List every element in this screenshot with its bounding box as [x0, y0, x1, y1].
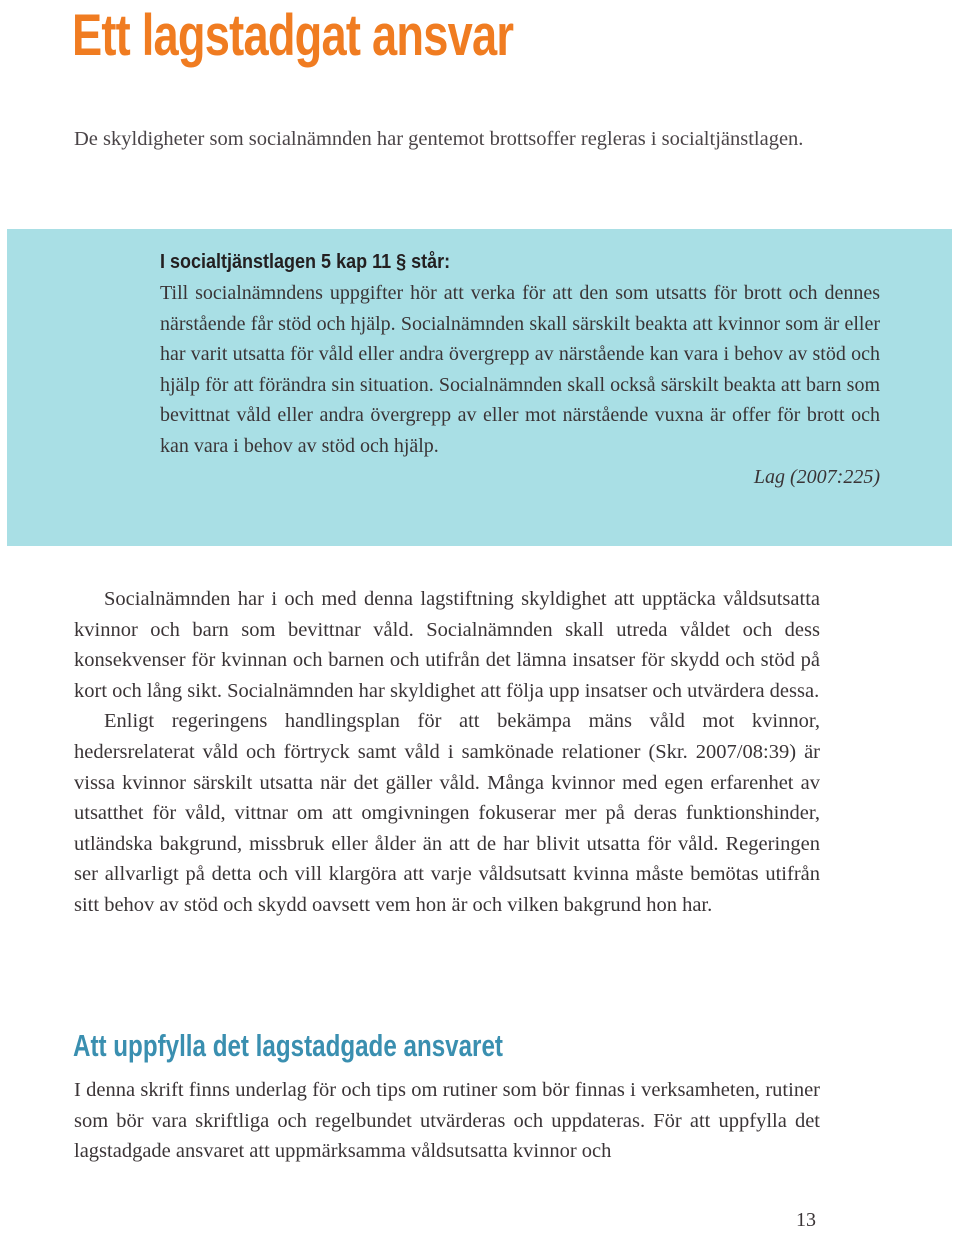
- law-quote-text: Till socialnämndens uppgifter hör att verka för att den som utsatts för brott och dennes närstående får stöd och hjälp. Socialnämnden skall särskilt beakta att kvinnor som är eller har varit utsatta för våld eller andra övergrepp av närstående kan vara i behov av stöd och hjälp för att förändra sin situation. Socialnämnden skall också särskilt beakta att barn som bevittnat våld eller andra övergrepp av eller mot närstående vuxna är offer för brott och kan vara i behov av stöd och hjälp.: [160, 282, 880, 457]
- law-quote-box: [7, 229, 952, 546]
- law-reference: Lag (2007:225): [753, 465, 880, 488]
- page-title: Ett lagstadgat ansvar: [72, 3, 514, 68]
- body-paragraph: Enligt regeringens handlingsplan för att bekämpa mäns våld mot kvinnor, hedersrelaterat våld och förtryck samt våld i samkönade relationer (Skr. 2007/08:39) är vissa kvinnor särskilt utsatta när det gäller våld. Många kvinnor med egen erfarenhet av utsatthet för våld, vittnar om att omgivningen fokuserar mer på deras funktionshinder, utländska bakgrund, missbruk eller ålder än att de har blivit utsatta för våld. Regeringen ser allvarligt på detta och vill klargöra att varje våldsutsatt kvinna måste bemötas utifrån sitt behov av stöd och skydd oavsett vem hon är och vilken bakgrund hon har.: [74, 710, 820, 916]
- page-number: 13: [796, 1209, 816, 1231]
- law-quote-content: [160, 247, 880, 493]
- closing-paragraph: I denna skrift finns underlag för och tips om rutiner som bör finnas i verksamheten, rutiner som bör vara skriftliga och regelbundet utvärderas och uppdateras. För att uppfylla det lagstadgade ansvaret att uppmärksamma våldsutsatta kvinnor och: [74, 1079, 820, 1163]
- body-paragraph: Socialnämnden har i och med denna lagstiftning skyldighet att upptäcka våldsutsatta kvinnor och barn som bevittnar våld. Socialnämnden skall utreda våldet och dess konsekvenser för kvinnan och barnen och utifrån det lämna insatser för skydd och stöd på kort och lång sikt. Socialnämnden har skyldighet att följa upp insatser och utvärdera dessa.: [74, 588, 820, 702]
- intro-paragraph: De skyldigheter som socialnämnden har gentemot brottsoffer regleras i socialtjänstlagen.: [74, 128, 804, 150]
- section-heading: Att uppfylla det lagstadgade ansvaret: [73, 1028, 503, 1063]
- law-quote-heading: I socialtjänstlagen 5 kap 11 § står:: [160, 251, 451, 273]
- body-text: [74, 584, 820, 921]
